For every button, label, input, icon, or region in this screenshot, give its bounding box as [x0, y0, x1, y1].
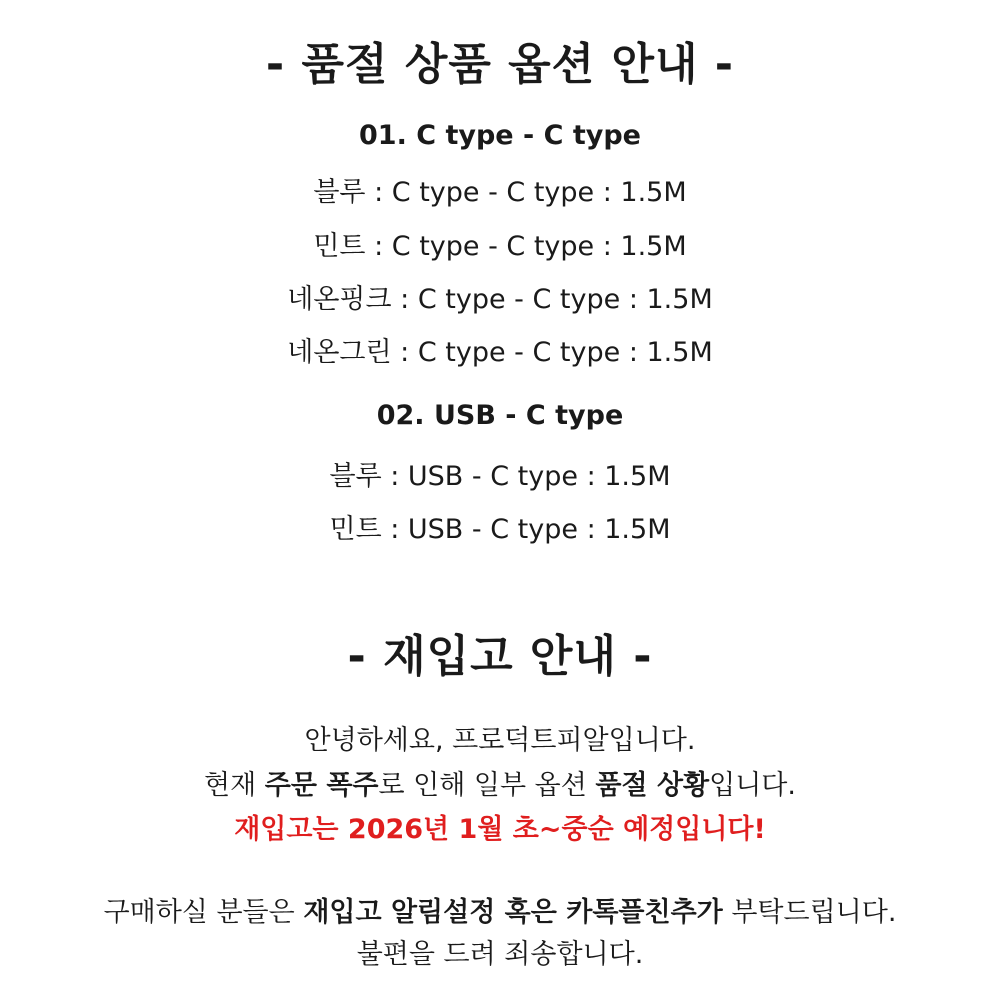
restock-status — [0, 763, 1000, 802]
group1-item: 민트 : C type - C type : 1.5M — [313, 231, 687, 262]
soldout-title: - 품절 상품 옵션 안내 - — [265, 39, 735, 90]
restock-apology: 불편을 드려 죄송합니다. — [356, 939, 644, 970]
status-emphasis: 주문 폭주 — [264, 770, 379, 801]
group1-item: 네온그린 : C type - C type : 1.5M — [287, 337, 713, 368]
group2-item: 블루 : USB - C type : 1.5M — [329, 461, 671, 492]
request-emphasis: 재입고 알림설정 혹은 카톡플친추가 — [303, 897, 723, 928]
status-text: 로 인해 일부 옵션 — [378, 770, 596, 801]
status-text: 입니다. — [709, 770, 796, 801]
restock-greeting: 안녕하세요, 프로덕트피알입니다. — [304, 725, 696, 756]
group1-item: 네온핑크 : C type - C type : 1.5M — [287, 284, 713, 315]
status-text: 현재 — [204, 770, 265, 801]
restock-schedule: 재입고는 2026년 1월 초~중순 예정입니다! — [234, 814, 766, 845]
restock-request — [0, 890, 1000, 929]
request-text: 부탁드립니다. — [722, 897, 897, 928]
restock-title: - 재입고 안내 - — [347, 631, 653, 682]
group1-heading: 01. C type - C type — [359, 120, 641, 151]
status-emphasis: 품절 상황 — [595, 770, 710, 801]
group2-heading: 02. USB - C type — [376, 400, 624, 431]
request-text: 구매하실 분들은 — [103, 897, 304, 928]
group2-item: 민트 : USB - C type : 1.5M — [329, 514, 671, 545]
group1-item: 블루 : C type - C type : 1.5M — [313, 177, 687, 208]
